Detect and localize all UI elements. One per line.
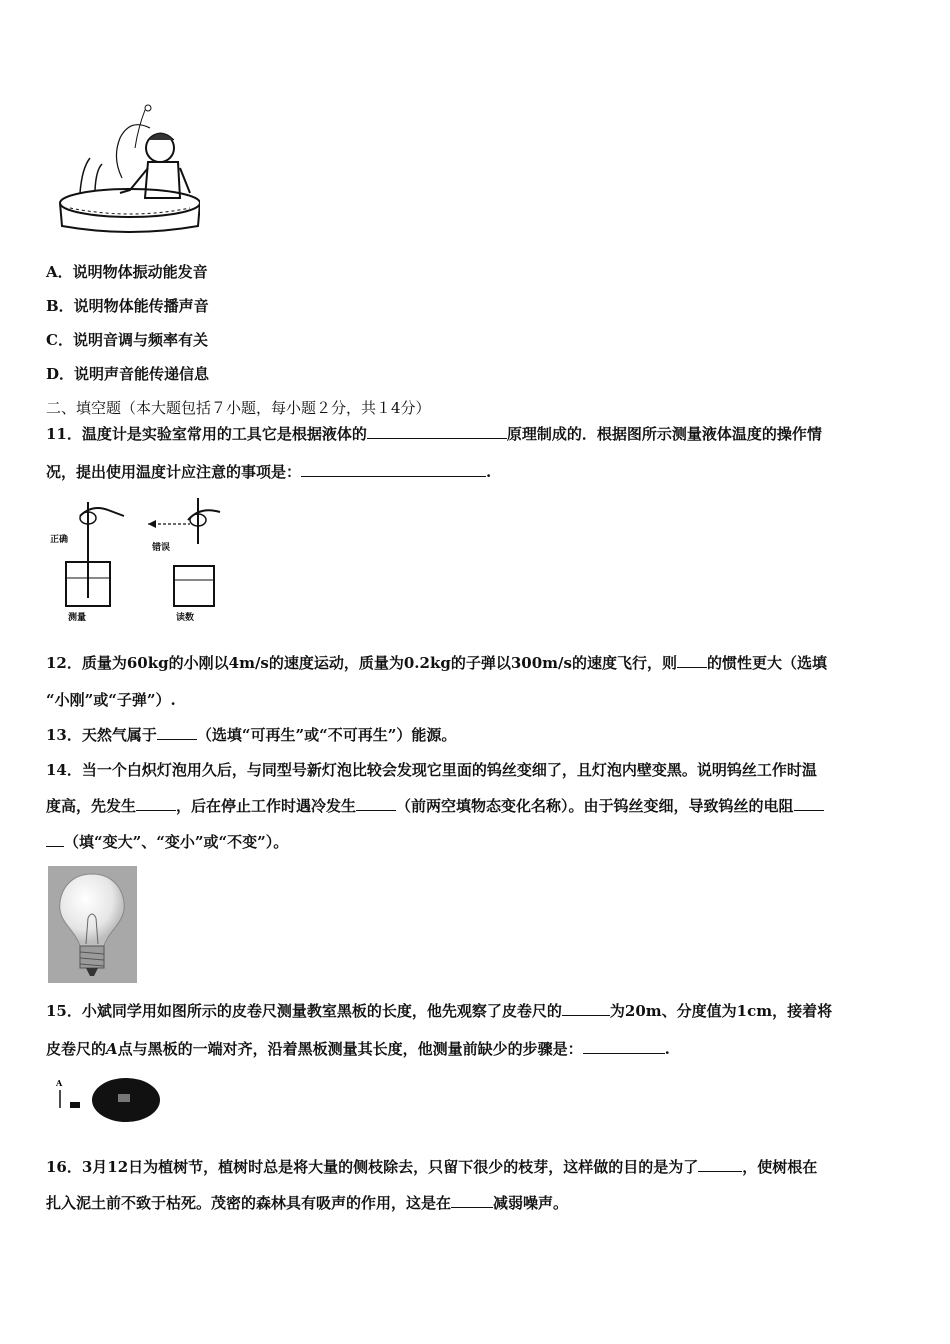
q14-blank3-cont — [46, 832, 64, 847]
q12-blank — [677, 653, 707, 668]
q12-line1 — [46, 653, 827, 673]
q11-text-c: 况，提出使用温度计应注意的事项是： — [46, 463, 302, 481]
q15-text-a: 15．小斌同学用如图所示的皮卷尺测量教室黑板的长度，他先观察了皮卷尺的 — [46, 1002, 562, 1020]
q16-text-a: 16．3月12日为植树节，植树时总是将大量的侧枝除去，只留下很少的枝芽，这样做的目的是为了 — [46, 1158, 699, 1176]
q14-line1: 14．当一个白炽灯泡用久后，与同型号新灯泡比较会发现它里面的钨丝变细了，且灯泡内壁变黑。说明钨丝工作时温 — [46, 761, 817, 779]
q11-text-b: 原理制成的．根据图所示测量液体温度的操作情 — [506, 425, 822, 443]
q16-line1 — [46, 1157, 817, 1177]
q14-text-d: （填“变大”、“变小”或“不变”）。 — [64, 833, 289, 851]
tape-label-a: A — [56, 1078, 63, 1088]
q16-text-c: 扎入泥土前不致于枯死。茂密的森林具有吸声的作用，这是在 — [46, 1194, 452, 1212]
thermometer-figure — [48, 494, 228, 626]
q12-text-b: 的惯性更大（选填 — [706, 654, 827, 672]
q13-blank — [157, 725, 197, 740]
q15-blank2 — [583, 1039, 665, 1054]
thermometer-drawing — [48, 494, 228, 626]
drum-water-drawing — [50, 98, 200, 236]
q13-text-a: 13．天然气属于 — [46, 726, 157, 744]
label-correct: 正确 — [50, 535, 69, 545]
q14-text-b: ，后在停止工作时遇冷发生 — [176, 797, 357, 815]
q16-text-d: 减弱噪声。 — [493, 1194, 569, 1212]
q14-text-a: 度高，先发生 — [46, 797, 137, 815]
q15-line2 — [46, 1039, 670, 1059]
q14-blank3 — [794, 796, 824, 811]
q15-text-b: 为20m、分度值为1cm，接着将 — [609, 1002, 833, 1020]
q16-blank2 — [451, 1193, 493, 1208]
section-heading: 二、填空题（本大题包括７小题，每小题２分，共１4分） — [46, 399, 431, 417]
q14-line3 — [46, 832, 288, 852]
q11-blank1 — [367, 424, 507, 439]
q13-text-b: （选填“可再生”或“不可再生”）能源。 — [196, 726, 457, 744]
q14-line2 — [46, 796, 824, 816]
q11-line2 — [46, 462, 491, 482]
q15-blank1 — [562, 1001, 610, 1016]
light-bulb-photo — [48, 866, 137, 983]
label-read: 读数 — [176, 613, 195, 623]
q15-text-e: . — [664, 1040, 670, 1058]
q14-blank2 — [356, 796, 396, 811]
q14-blank1 — [136, 796, 176, 811]
q16-line2 — [46, 1193, 568, 1213]
label-wrong: 错误 — [152, 543, 171, 553]
q16-text-b: ，使树根在 — [742, 1158, 818, 1176]
drum-water-illustration — [50, 98, 200, 236]
q11-text-d: . — [486, 463, 492, 481]
q15-text-d: 点与黑板的一端对齐，沿着黑板测量其长度，他测量前缺少的步骤是： — [117, 1040, 583, 1058]
q16-blank1 — [698, 1157, 742, 1172]
tape-measure-drawing — [48, 1074, 168, 1124]
q13-line1 — [46, 725, 456, 745]
q12-line2: “小刚”或“子弹”）. — [46, 691, 176, 709]
option-c: C．说明音调与频率有关 — [46, 331, 208, 349]
q15-text-c: 皮卷尺的 — [46, 1040, 107, 1058]
q12-text-a: 12．质量为60kg的小刚以4m/s的速度运动，质量为0.2kg的子弹以300m/s的速度飞行，则 — [46, 654, 677, 672]
light-bulb-drawing — [48, 866, 137, 983]
option-b: B．说明物体能传播声音 — [46, 297, 209, 315]
label-measure: 测量 — [68, 613, 87, 623]
option-a: A．说明物体振动能发音 — [46, 263, 208, 281]
q15-point-a: A — [106, 1040, 118, 1058]
q15-line1 — [46, 1001, 832, 1021]
q11-blank2 — [301, 462, 486, 477]
q11-text-a: 11．温度计是实验室常用的工具它是根据液体的 — [46, 425, 367, 443]
q11-line1 — [46, 424, 822, 444]
q14-text-c: （前两空填物态变化名称）。由于钨丝变细，导致钨丝的电阻 — [396, 797, 794, 815]
tape-measure-figure — [48, 1074, 168, 1124]
option-d: D．说明声音能传递信息 — [46, 365, 210, 383]
